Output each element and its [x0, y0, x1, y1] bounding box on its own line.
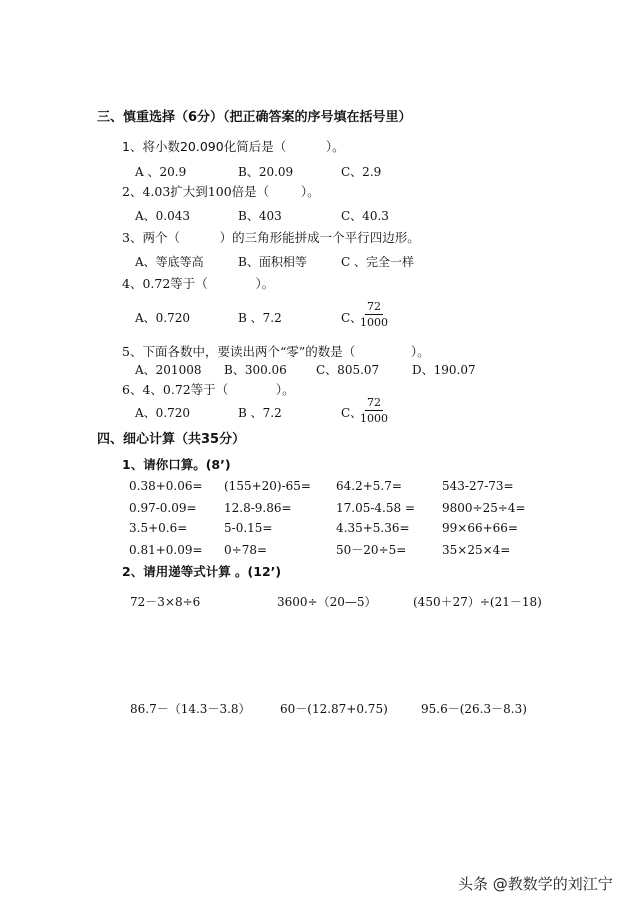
fraction-numerator: 72 — [367, 396, 381, 409]
oral-item: 0÷78= — [224, 543, 268, 557]
watermark-text: 头条 @教数学的刘江宁 — [458, 875, 613, 893]
step-calc-problem: (450＋27）÷(21－18) — [413, 595, 542, 609]
section-4-title: 四、细心计算（共35分） — [97, 432, 246, 447]
question-5-stem: 5、下面各数中，要读出两个“零”的数是（ ）。 — [122, 344, 430, 359]
question-6-stem: 6、4、0.72等于（ ）。 — [122, 382, 295, 397]
oral-item: 5-0.15= — [224, 521, 273, 535]
step-calc-problem: 86.7－（14.3－3.8） — [130, 702, 251, 716]
q2-option-c: C、40.3 — [341, 209, 389, 223]
question-2-stem: 2、4.03扩大到100倍是（ ）。 — [122, 184, 320, 199]
fraction-denominator: 1000 — [360, 412, 388, 425]
q4-option-c-fraction — [360, 301, 388, 328]
q2-option-b: B、403 — [238, 209, 282, 223]
q5-option-d: D、190.07 — [412, 363, 476, 377]
step-calc-title: 2、请用递等式计算 。(12’) — [122, 564, 282, 579]
q6-option-c-fraction — [360, 397, 388, 424]
step-calc-problem: 95.6－(26.3－8.3) — [421, 702, 527, 716]
oral-item: 0.81+0.09= — [129, 543, 203, 557]
step-calc-problem: 72－3×8÷6 — [130, 595, 201, 609]
q5-option-a: A、201008 — [135, 363, 202, 377]
oral-item: 12.8-9.86= — [224, 501, 292, 515]
question-4-stem: 4、0.72等于（ ）。 — [122, 276, 275, 291]
q6-option-a: A、0.720 — [135, 406, 191, 420]
oral-item: 35×25×4= — [442, 543, 511, 557]
oral-calc-title: 1、请你口算。(8’) — [122, 457, 231, 472]
oral-item: 0.97-0.09= — [129, 501, 197, 515]
q5-option-c: C、805.07 — [316, 363, 380, 377]
oral-item: 4.35+5.36= — [336, 521, 410, 535]
q4-option-b: B 、7.2 — [238, 311, 282, 325]
oral-item: 9800÷25÷4= — [442, 501, 526, 515]
oral-item: 64.2+5.7= — [336, 479, 402, 493]
question-1-stem: 1、将小数20.090化简后是（ ）。 — [122, 139, 345, 154]
q6-option-c: C、 — [341, 406, 363, 420]
step-calc-problem: 3600÷（20—5） — [277, 595, 377, 609]
section-3-title: 三、慎重选择（6分）（把正确答案的序号填在括号里） — [97, 110, 412, 125]
q4-option-c: C、 — [341, 311, 363, 325]
q4-option-a: A、0.720 — [135, 311, 191, 325]
q3-option-b: B、面积相等 — [238, 255, 307, 269]
question-3-stem: 3、两个（ ）的三角形能拼成一个平行四边形。 — [122, 230, 420, 245]
oral-item: 543-27-73= — [442, 479, 514, 493]
q3-option-c: C 、完全一样 — [341, 255, 414, 269]
fraction-denominator: 1000 — [360, 316, 388, 329]
oral-item: 17.05-4.58 = — [336, 501, 415, 515]
oral-item: 3.5+0.6= — [129, 521, 188, 535]
oral-item: (155+20)-65= — [224, 479, 311, 493]
q6-option-b: B 、7.2 — [238, 406, 282, 420]
oral-item: 0.38+0.06= — [129, 479, 203, 493]
oral-item: 99×66+66= — [442, 521, 518, 535]
q2-option-a: A、0.043 — [135, 209, 191, 223]
q1-option-a: A 、20.9 — [135, 165, 187, 179]
fraction-numerator: 72 — [367, 300, 381, 313]
oral-item: 50－20÷5= — [336, 543, 407, 557]
q1-option-b: B、20.09 — [238, 165, 294, 179]
q1-option-c: C、2.9 — [341, 165, 382, 179]
step-calc-problem: 60－(12.87+0.75) — [280, 702, 388, 716]
q3-option-a: A、等底等高 — [135, 255, 204, 269]
q5-option-b: B、300.06 — [224, 363, 287, 377]
